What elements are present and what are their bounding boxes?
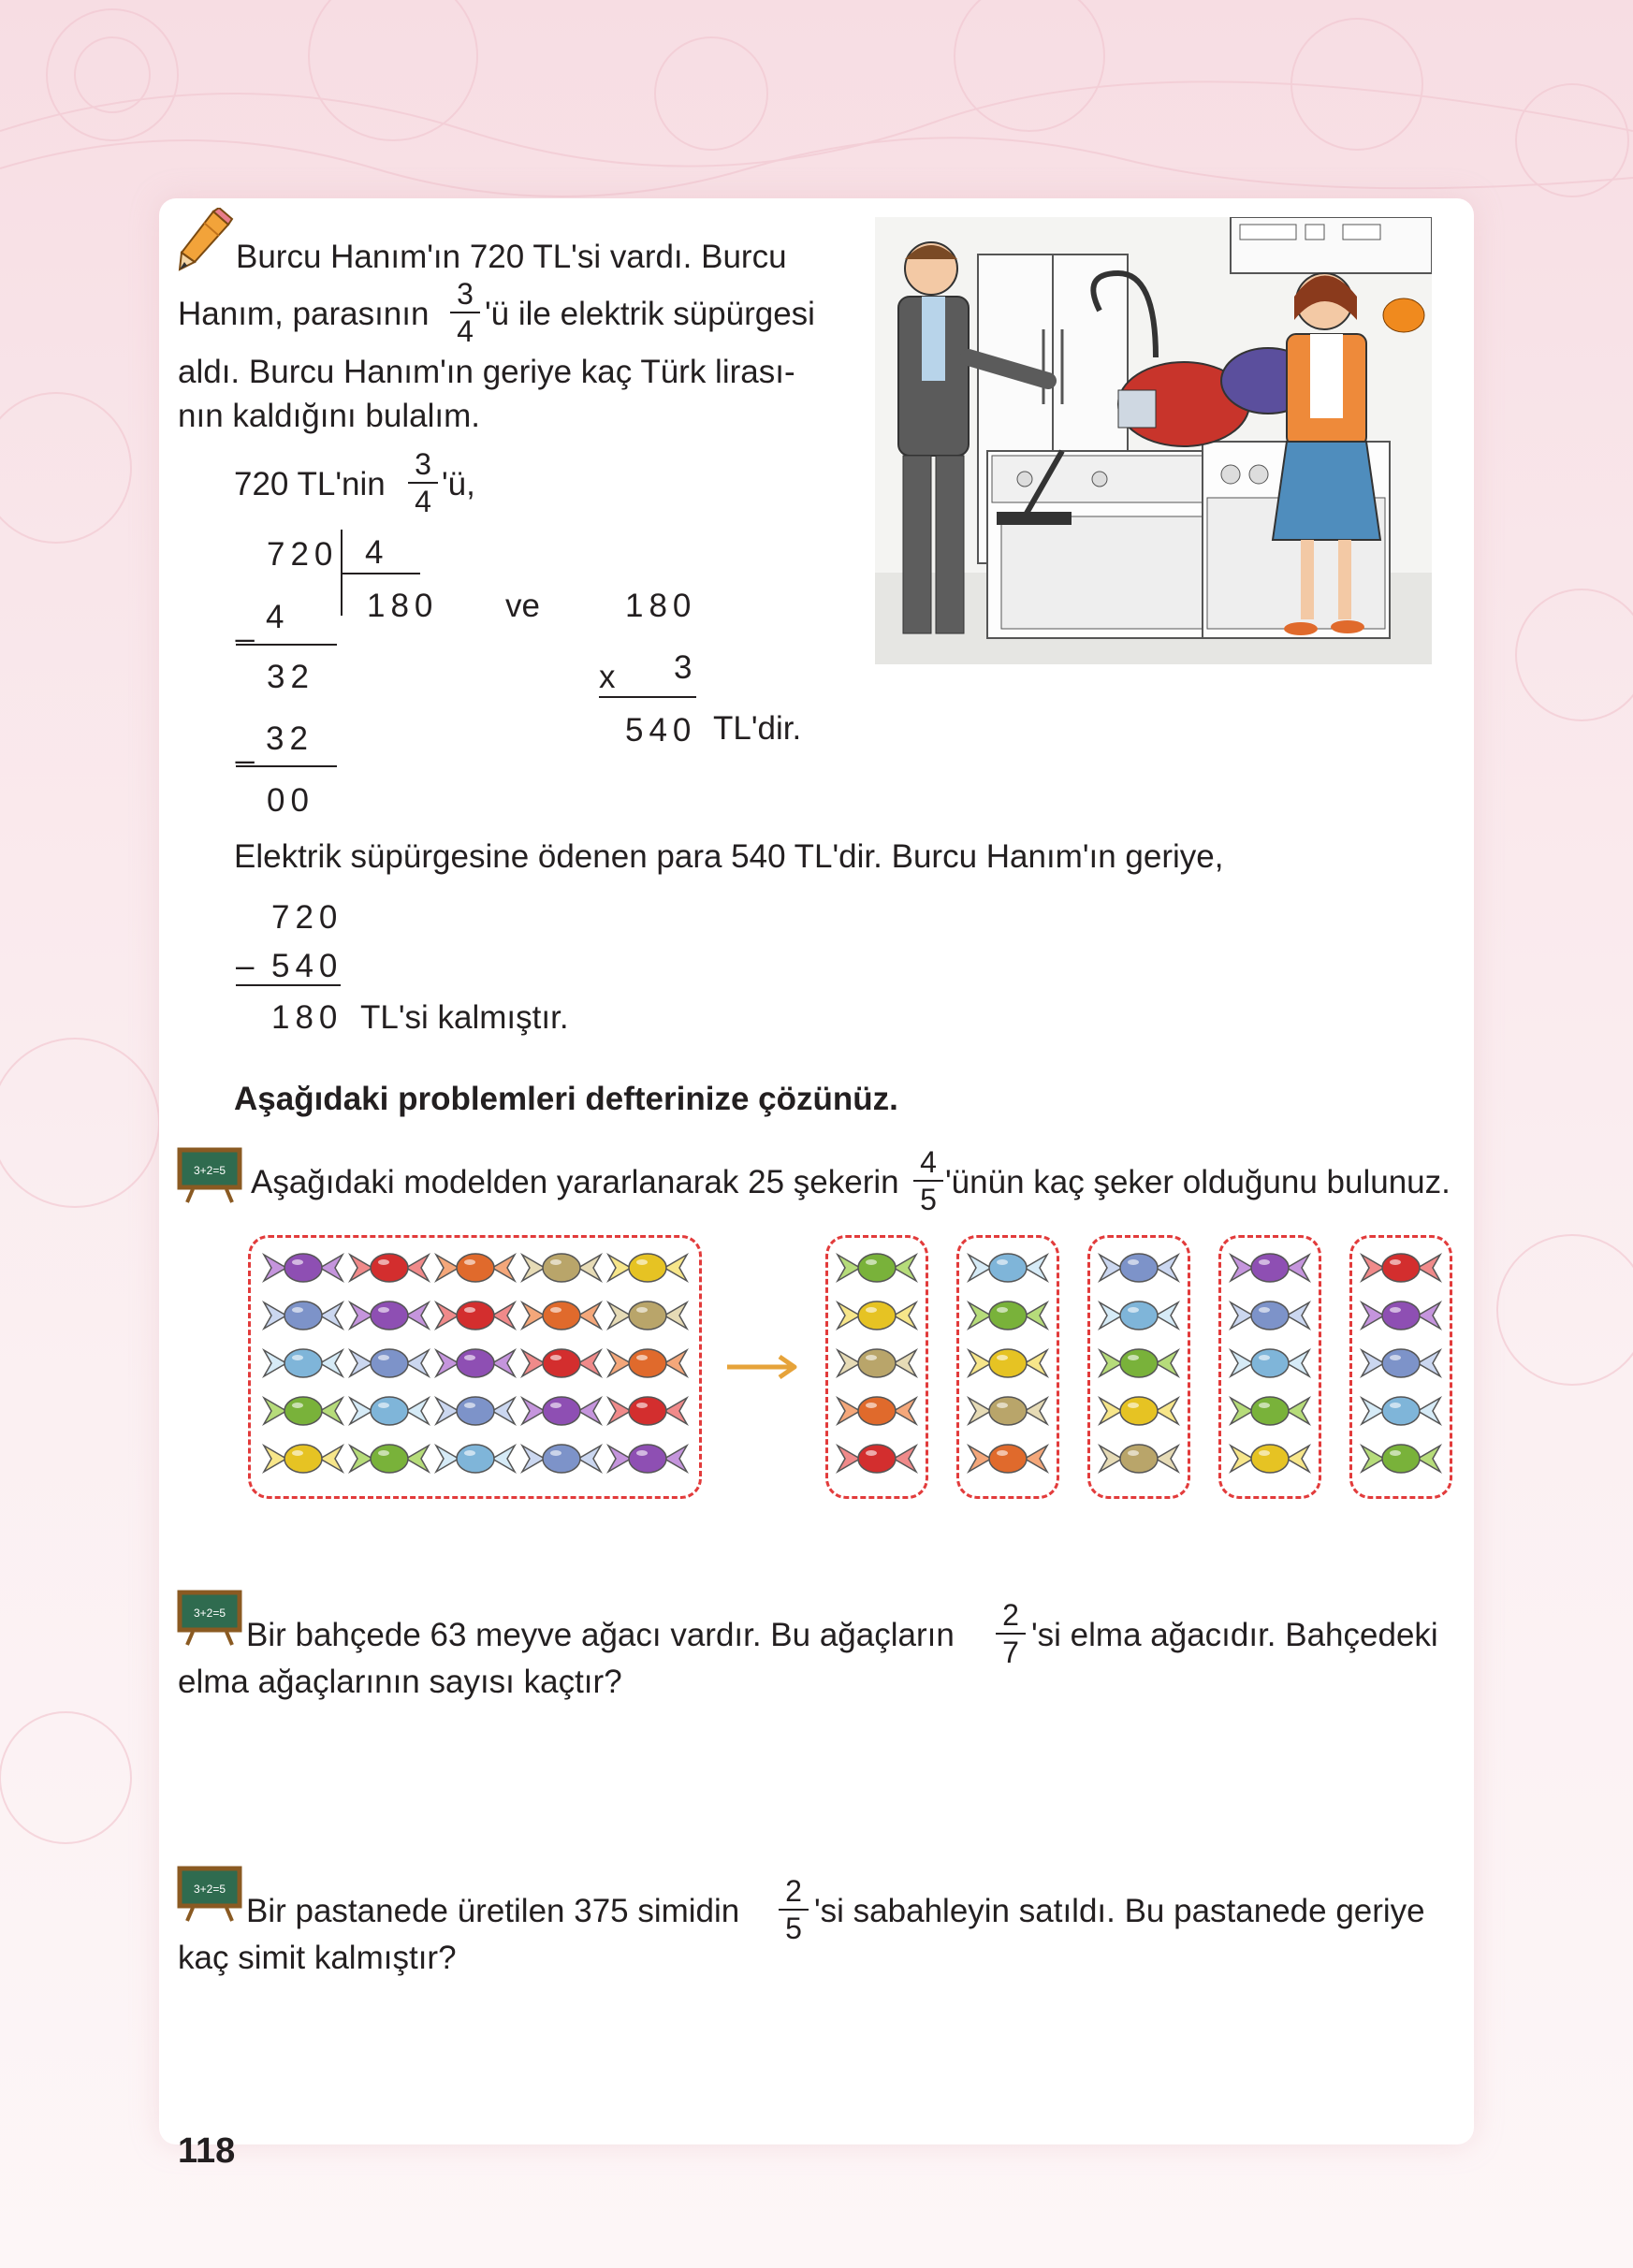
page-number: 118 [178,2131,236,2171]
candy-icon [836,1247,918,1288]
candy [606,1343,689,1388]
candy [836,1295,918,1341]
division-line-1 [236,644,337,646]
candy-icon [520,1343,603,1384]
chalkboard-icon [176,1589,243,1647]
division-remainder-2: 00 [267,782,314,819]
candy-icon [967,1343,1049,1384]
sub-operator: – [236,948,255,984]
candy [1229,1438,1311,1484]
candy-icon [520,1295,603,1336]
step1-fraction: 3 4 [404,449,442,516]
candy [262,1247,344,1293]
intro-line-4: nın kaldığını bulalım. [178,398,480,434]
candy-icon [836,1438,918,1479]
candy [967,1390,1049,1436]
candy-icon [1098,1295,1180,1336]
candy-icon [520,1438,603,1479]
candy [262,1390,344,1436]
candy-icon [1229,1438,1311,1479]
candy-icon [836,1295,918,1336]
candy-icon [262,1343,344,1384]
candy [434,1247,517,1293]
candy [1360,1438,1442,1484]
mult-result: 540 [625,712,697,749]
candy-icon [967,1390,1049,1432]
problem-3-text-a: Bir pastanede üretilen 375 simidin [246,1893,740,1929]
candy-icon [606,1295,689,1336]
candy [606,1247,689,1293]
candy [1360,1390,1442,1436]
sub-line [236,984,341,986]
mult-unit: TL'dir. [713,710,802,747]
candy [1098,1247,1180,1293]
candy [836,1247,918,1293]
candy-icon [434,1390,517,1432]
candy [434,1295,517,1341]
conclusion-text: Elektrik süpürgesine ödenen para 540 TL'dir. Burcu Hanım'ın geriye, [234,838,1224,875]
problem-3-fraction: 2 5 [775,1876,812,1943]
candy [348,1343,430,1388]
candy [836,1390,918,1436]
candy [836,1343,918,1388]
division-sub1-sign: _ [236,606,255,643]
candy-icon [606,1390,689,1432]
division-sub2-sign: _ [236,728,255,764]
candy-icon [836,1390,918,1432]
intro-line-1: Burcu Hanım'ın 720 TL'si vardı. Burcu [236,239,787,275]
candy-icon [836,1343,918,1384]
sub-unit: TL'si kalmıştır. [360,999,569,1036]
candy [967,1343,1049,1388]
candy-icon [1098,1390,1180,1432]
intro-fraction: 3 4 [446,279,484,346]
candy [1360,1247,1442,1293]
chalkboard-icon [176,1146,243,1204]
candy [434,1438,517,1484]
division-dividend: 720 [267,536,339,573]
candy-icon [1360,1247,1442,1288]
problem-2-fraction: 2 7 [992,1600,1029,1667]
candy-icon [262,1247,344,1288]
sub-top: 720 [271,899,343,936]
problem-1-text-a: Aşağıdaki modelden yararlanarak 25 şekerin [251,1164,899,1200]
candy [348,1438,430,1484]
candy-icon [434,1247,517,1288]
candy [1229,1295,1311,1341]
mult-top: 180 [625,588,697,624]
candy-icon [348,1247,430,1288]
candy-icon [967,1438,1049,1479]
kitchen-illustration [875,217,1432,664]
candy [262,1343,344,1388]
candy [1229,1247,1311,1293]
candy [434,1343,517,1388]
candy-icon [1229,1295,1311,1336]
candy [348,1247,430,1293]
candy-icon [1098,1247,1180,1288]
arrow-right-icon [725,1353,800,1381]
candy-icon [1229,1390,1311,1432]
division-sub2: 32 [266,720,313,757]
candy [1098,1343,1180,1388]
candy-icon [348,1390,430,1432]
candy [606,1295,689,1341]
division-sub1: 4 [266,599,284,635]
candy [1098,1438,1180,1484]
candy [520,1295,603,1341]
intro-line-3: aldı. Burcu Hanım'ın geriye kaç Türk lirası- [178,354,795,390]
division-divisor: 4 [365,534,384,571]
candy-icon [1098,1438,1180,1479]
division-line-2 [236,765,337,767]
division-divisor-line [341,573,420,574]
candy-icon [434,1438,517,1479]
candy [1360,1295,1442,1341]
candy-icon [520,1390,603,1432]
mult-line [599,696,696,698]
candy [520,1343,603,1388]
candy [262,1438,344,1484]
candy [520,1247,603,1293]
connector-ve: ve [505,588,540,624]
step1-text-b: 'ü, [442,466,475,502]
chalkboard-label: 3+2=5 [193,1883,226,1896]
candy [1098,1295,1180,1341]
candy-icon [1098,1343,1180,1384]
candy [1098,1390,1180,1436]
candy [262,1295,344,1341]
sub-bottom: 540 [271,948,343,984]
sub-result: 180 [271,999,343,1036]
candy-icon [1360,1343,1442,1384]
candy [1360,1343,1442,1388]
problem-2-text-b: 'si elma ağacıdır. Bahçedeki [1031,1617,1438,1653]
candy [967,1438,1049,1484]
mult-bottom: 3 [674,649,693,686]
problem-1-fraction: 4 5 [910,1147,947,1214]
candy [606,1390,689,1436]
candy [520,1438,603,1484]
division-quotient: 180 [367,588,439,624]
problem-3-text-b: 'si sabahleyin satıldı. Bu pastanede geriye [814,1893,1425,1929]
candy-icon [348,1343,430,1384]
candy-icon [262,1295,344,1336]
candy-icon [606,1343,689,1384]
candy-icon [348,1438,430,1479]
problem-3-line-2: kaç simit kalmıştır? [178,1940,457,1976]
step1-text-a: 720 TL'nin [234,466,386,502]
candy-icon [1229,1247,1311,1288]
candy-icon [262,1390,344,1432]
chalkboard-label: 3+2=5 [193,1164,226,1177]
intro-line-2a: Hanım, parasının [178,296,430,332]
instruction-heading: Aşağıdaki problemleri defterinize çözünüz. [234,1081,898,1117]
problem-2-line-2: elma ağaçlarının sayısı kaçtır? [178,1664,622,1700]
problem-1-text-b: 'ünün kaç şeker olduğunu bulunuz. [945,1164,1451,1200]
candy-icon [434,1343,517,1384]
candy [1229,1343,1311,1388]
candy [836,1438,918,1484]
candy-icon [606,1438,689,1479]
candy [348,1390,430,1436]
mult-operator: x [599,659,616,695]
candy-icon [967,1295,1049,1336]
intro-line-2b: 'ü ile elektrik süpürgesi [485,296,815,332]
candy [606,1438,689,1484]
candy [967,1295,1049,1341]
candy [967,1247,1049,1293]
candy-icon [348,1295,430,1336]
candy-icon [1229,1343,1311,1384]
pencil-icon [176,208,234,273]
division-remainder-1: 32 [267,659,314,695]
candy-icon [1360,1295,1442,1336]
candy-icon [967,1247,1049,1288]
chalkboard-label: 3+2=5 [193,1606,226,1620]
candy [1229,1390,1311,1436]
candy-icon [1360,1438,1442,1479]
problem-2-text-a: Bir bahçede 63 meyve ağacı vardır. Bu ağaçların [246,1617,955,1653]
candy-icon [606,1247,689,1288]
candy-icon [262,1438,344,1479]
candy-icon [434,1295,517,1336]
candy-icon [520,1247,603,1288]
candy [520,1390,603,1436]
candy-icon [1360,1390,1442,1432]
chalkboard-icon [176,1865,243,1923]
candy [434,1390,517,1436]
candy [348,1295,430,1341]
